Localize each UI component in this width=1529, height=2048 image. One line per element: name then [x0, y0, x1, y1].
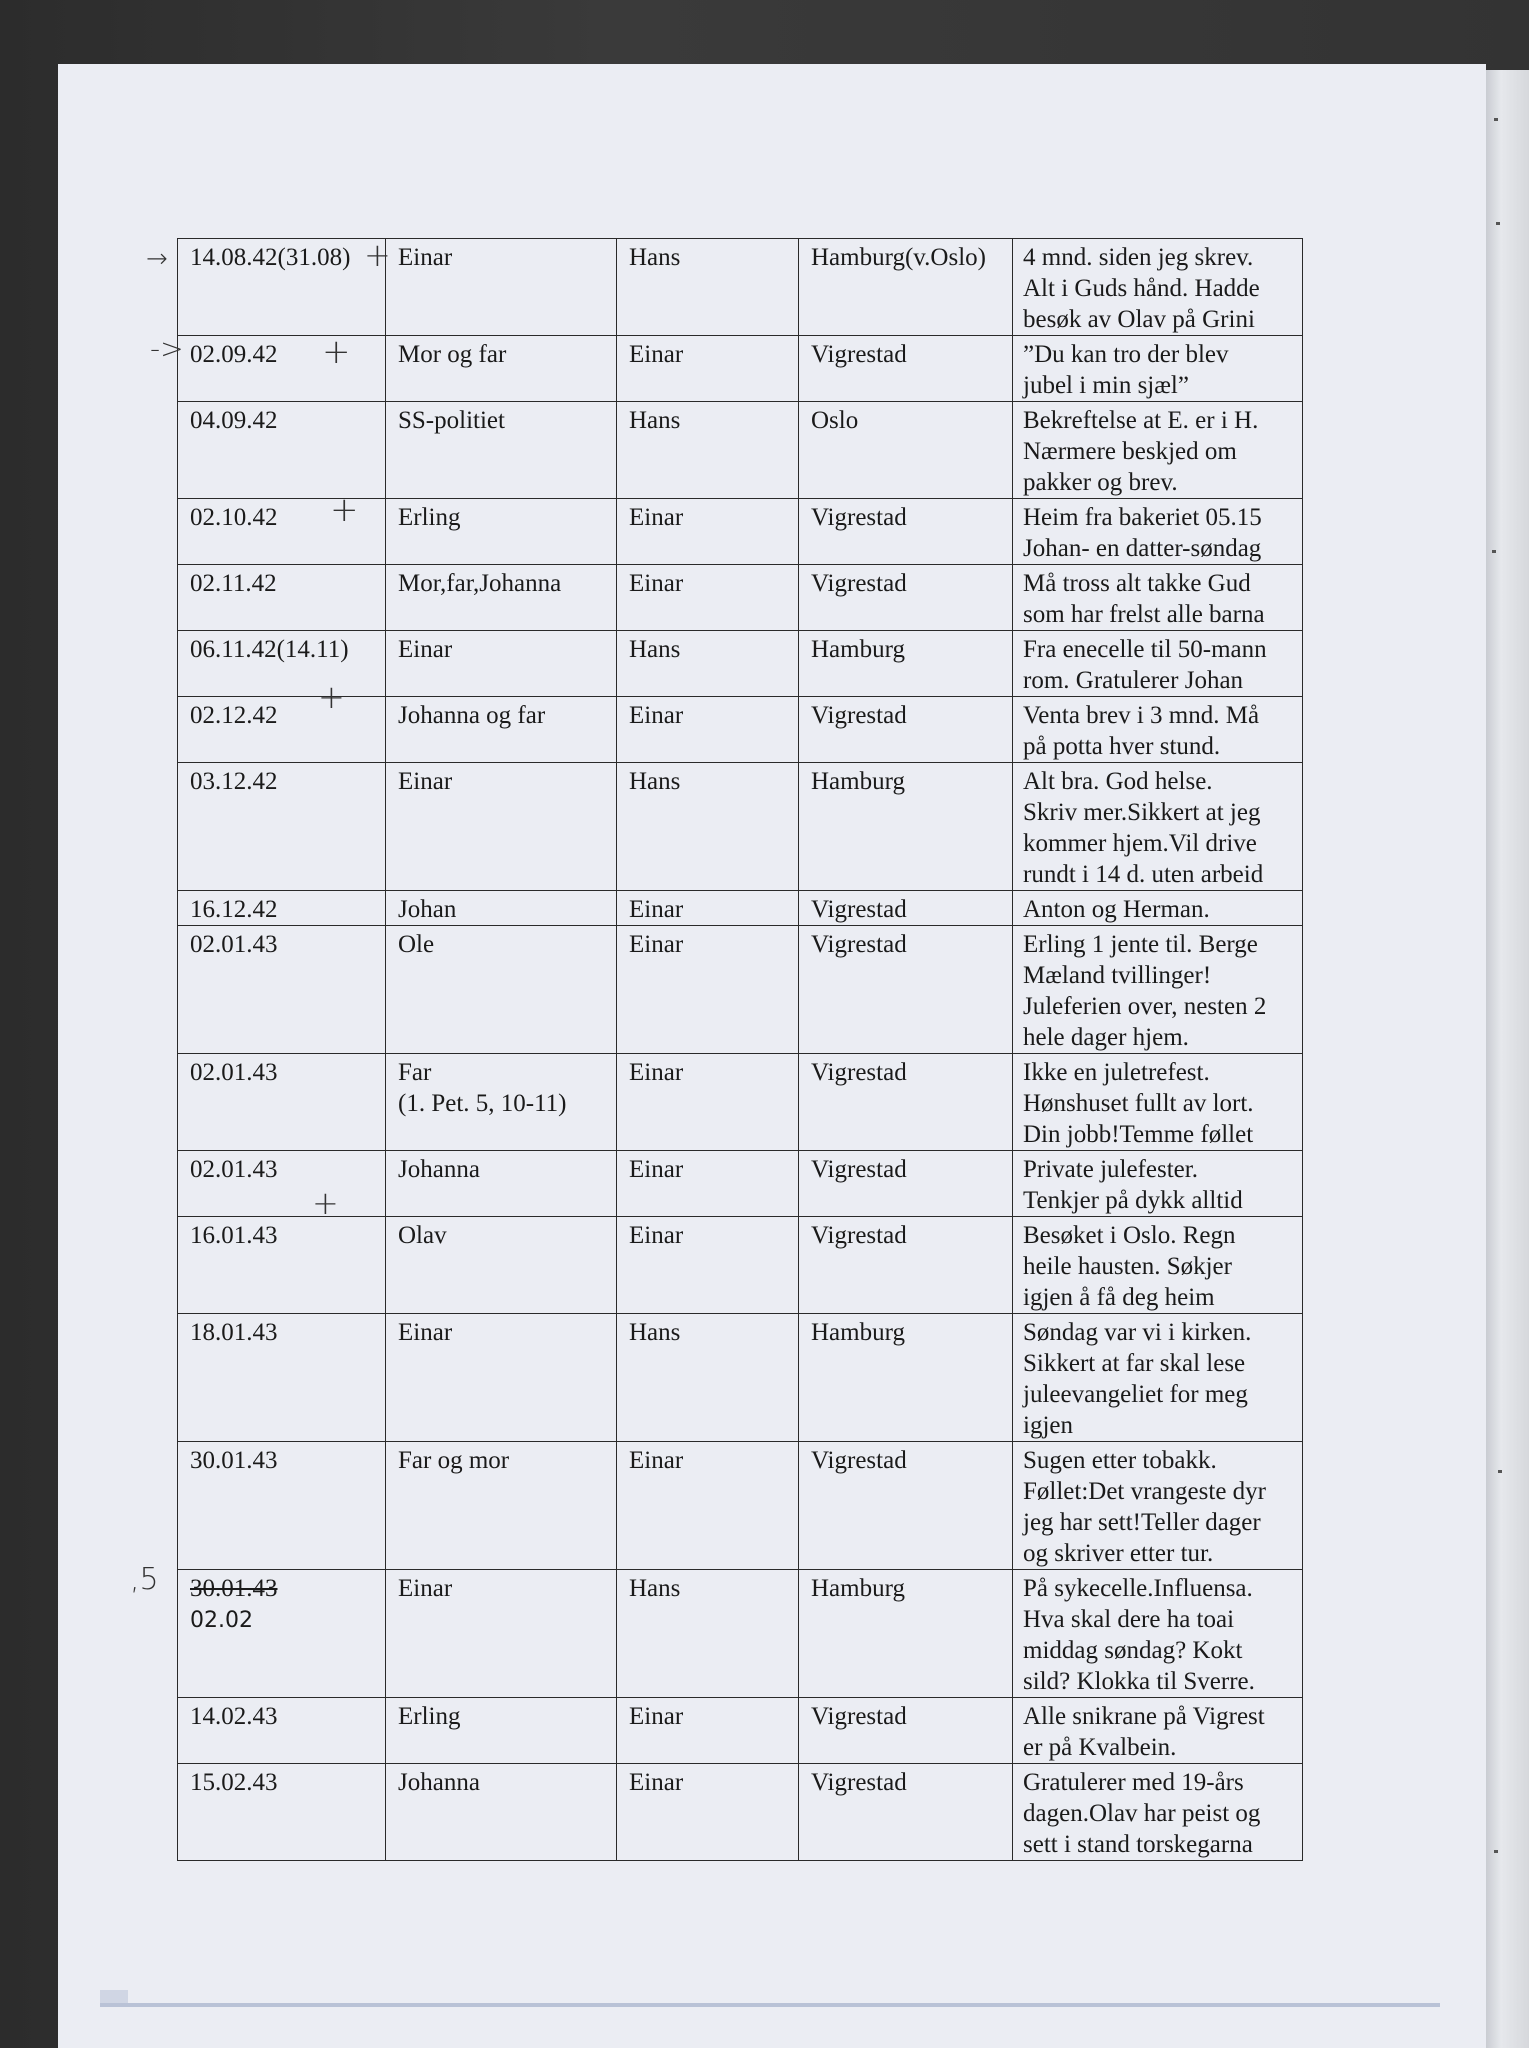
date-cell: 03.12.42: [178, 763, 386, 891]
place-cell: Hamburg(v.Oslo): [799, 239, 1013, 336]
message-cell: Gratulerer med 19-års dagen.Olav har peist og sett i stand torskegarna: [1013, 1764, 1303, 1861]
plus-mark: +: [330, 490, 359, 530]
message-cell: Venta brev i 3 mnd. Må på potta hver stund.: [1013, 697, 1303, 763]
date-cell: 02.11.42: [178, 565, 386, 631]
table-row: [178, 1217, 1303, 1314]
date-cell: 18.01.43: [178, 1314, 386, 1442]
recipient-cell: Einar: [617, 1698, 799, 1764]
place-cell: Oslo: [799, 402, 1013, 499]
date-cell: 02.01.43: [178, 1054, 386, 1151]
plus-mark: +: [364, 236, 391, 274]
table-row: [178, 1442, 1303, 1570]
date-cell: 04.09.42: [178, 402, 386, 499]
sender-cell: SS-politiet: [386, 402, 617, 499]
place-cell: Vigrestad: [799, 336, 1013, 402]
table-row: [178, 1314, 1303, 1442]
recipient-cell: Einar: [617, 565, 799, 631]
recipient-cell: Einar: [617, 499, 799, 565]
recipient-cell: Einar: [617, 697, 799, 763]
sender-cell: Johanna og far: [386, 697, 617, 763]
sender-cell: Johan: [386, 891, 617, 926]
message-cell: Alt bra. God helse. Skriv mer.Sikkert at jeg kommer hjem.Vil drive rundt i 14 d. uten arbeid: [1013, 763, 1303, 891]
place-cell: Vigrestad: [799, 1698, 1013, 1764]
table-row: [178, 402, 1303, 499]
table-row: [178, 697, 1303, 763]
plus-mark: +: [312, 1184, 339, 1222]
place-cell: Vigrestad: [799, 1217, 1013, 1314]
sender-cell: Far (1. Pet. 5, 10-11): [386, 1054, 617, 1151]
date-cell: 30.01.43: [178, 1442, 386, 1570]
sender-cell: Einar: [386, 1570, 617, 1698]
table-row: [178, 1570, 1303, 1698]
table-row: [178, 1764, 1303, 1861]
sender-cell: Mor og far: [386, 336, 617, 402]
sender-cell: Johanna: [386, 1151, 617, 1217]
recipient-cell: Einar: [617, 1764, 799, 1861]
recipient-cell: Hans: [617, 631, 799, 697]
message-cell: På sykecelle.Influensa. Hva skal dere ha toai middag søndag? Kokt sild? Klokka til Sverre.: [1013, 1570, 1303, 1698]
place-cell: Hamburg: [799, 1570, 1013, 1698]
table-row: [178, 1698, 1303, 1764]
table-row: [178, 631, 1303, 697]
table-row: [178, 1054, 1303, 1151]
sender-cell: Mor,far,Johanna: [386, 565, 617, 631]
bottom-rule-stub: [100, 1990, 128, 2004]
recipient-cell: Einar: [617, 1217, 799, 1314]
message-cell: Erling 1 jente til. Berge Mæland tvillinger! Juleferien over, nesten 2 hele dager hjem.: [1013, 926, 1303, 1054]
place-cell: Vigrestad: [799, 499, 1013, 565]
place-cell: Vigrestad: [799, 1442, 1013, 1570]
message-cell: Bekreftelse at E. er i H. Nærmere beskjed om pakker og brev.: [1013, 402, 1303, 499]
recipient-cell: Einar: [617, 1151, 799, 1217]
table-row: [178, 926, 1303, 1054]
recipient-cell: Einar: [617, 891, 799, 926]
date-cell: 14.02.43: [178, 1698, 386, 1764]
recipient-cell: Einar: [617, 926, 799, 1054]
message-cell: Søndag var vi i kirken. Sikkert at far skal lese juleevangeliet for meg igjen: [1013, 1314, 1303, 1442]
message-cell: Fra enecelle til 50-mann rom. Gratulerer Johan: [1013, 631, 1303, 697]
message-cell: Private julefester. Tenkjer på dykk alltid: [1013, 1151, 1303, 1217]
table-row: [178, 565, 1303, 631]
plus-mark: +: [322, 332, 351, 372]
table-row: [178, 1151, 1303, 1217]
recipient-cell: Hans: [617, 239, 799, 336]
date-cell: 02.01.43: [178, 926, 386, 1054]
sender-cell: Einar: [386, 1314, 617, 1442]
letter-log-table: [177, 238, 1303, 1861]
recipient-cell: Einar: [617, 1054, 799, 1151]
place-cell: Vigrestad: [799, 697, 1013, 763]
date-cell: 02.09.42: [178, 336, 386, 402]
message-cell: ”Du kan tro der blev jubel i min sjæl”: [1013, 336, 1303, 402]
message-cell: Besøket i Oslo. Regn heile hausten. Søkjer igjen å få deg heim: [1013, 1217, 1303, 1314]
date-cell: 16.12.42: [178, 891, 386, 926]
message-cell: Heim fra bakeriet 05.15 Johan- en datter-søndag: [1013, 499, 1303, 565]
recipient-cell: Einar: [617, 1442, 799, 1570]
message-cell: Ikke en juletrefest. Hønshuset fullt av lort. Din jobb!Temme føllet: [1013, 1054, 1303, 1151]
table-row: [178, 763, 1303, 891]
place-cell: Vigrestad: [799, 891, 1013, 926]
message-cell: Må tross alt takke Gud som har frelst alle barna: [1013, 565, 1303, 631]
date-cell: 14.08.42(31.08): [178, 239, 386, 336]
place-cell: Hamburg: [799, 763, 1013, 891]
recipient-cell: Hans: [617, 402, 799, 499]
date-cell: 15.02.43: [178, 1764, 386, 1861]
sender-cell: Ole: [386, 926, 617, 1054]
sender-cell: Einar: [386, 631, 617, 697]
place-cell: Vigrestad: [799, 1054, 1013, 1151]
message-cell: 4 mnd. siden jeg skrev. Alt i Guds hånd. Hadde besøk av Olav på Grini: [1013, 239, 1303, 336]
sender-cell: Olav: [386, 1217, 617, 1314]
recipient-cell: Hans: [617, 763, 799, 891]
table-row: [178, 891, 1303, 926]
page-edge: [1486, 70, 1529, 2048]
sender-cell: Erling: [386, 1698, 617, 1764]
message-cell: Alle snikrane på Vigrest er på Kvalbein.: [1013, 1698, 1303, 1764]
date-cell: 06.11.42(14.11): [178, 631, 386, 697]
date-cell: 16.01.43: [178, 1217, 386, 1314]
place-cell: Vigrestad: [799, 565, 1013, 631]
plus-mark: +: [318, 678, 345, 716]
sender-cell: Einar: [386, 239, 617, 336]
date-cell: 02.12.42: [178, 697, 386, 763]
date-cell: 02.10.42: [178, 499, 386, 565]
table-row: [178, 239, 1303, 336]
margin-arrow-2: ->: [150, 332, 184, 365]
recipient-cell: Hans: [617, 1570, 799, 1698]
bottom-rule: [100, 2003, 1440, 2007]
place-cell: Hamburg: [799, 1314, 1013, 1442]
corrected-date: 02.02: [190, 1608, 253, 1633]
margin-arrow-1: →: [146, 244, 168, 274]
date-cell: 02.01.43: [178, 1151, 386, 1217]
message-cell: Sugen etter tobakk. Føllet:Det vrangeste dyr jeg har sett!Teller dager og skriver etter tur.: [1013, 1442, 1303, 1570]
recipient-cell: Hans: [617, 1314, 799, 1442]
place-cell: Vigrestad: [799, 1151, 1013, 1217]
date-cell: [178, 1570, 386, 1698]
recipient-cell: Einar: [617, 336, 799, 402]
place-cell: Hamburg: [799, 631, 1013, 697]
message-cell: Anton og Herman.: [1013, 891, 1303, 926]
sender-cell: Erling: [386, 499, 617, 565]
place-cell: Vigrestad: [799, 1764, 1013, 1861]
place-cell: Vigrestad: [799, 926, 1013, 1054]
sender-cell: Far og mor: [386, 1442, 617, 1570]
sender-cell: Johanna: [386, 1764, 617, 1861]
margin-note-15: ,5: [130, 1562, 159, 1597]
struck-date: 30.01.43: [190, 1575, 278, 1602]
sender-cell: Einar: [386, 763, 617, 891]
